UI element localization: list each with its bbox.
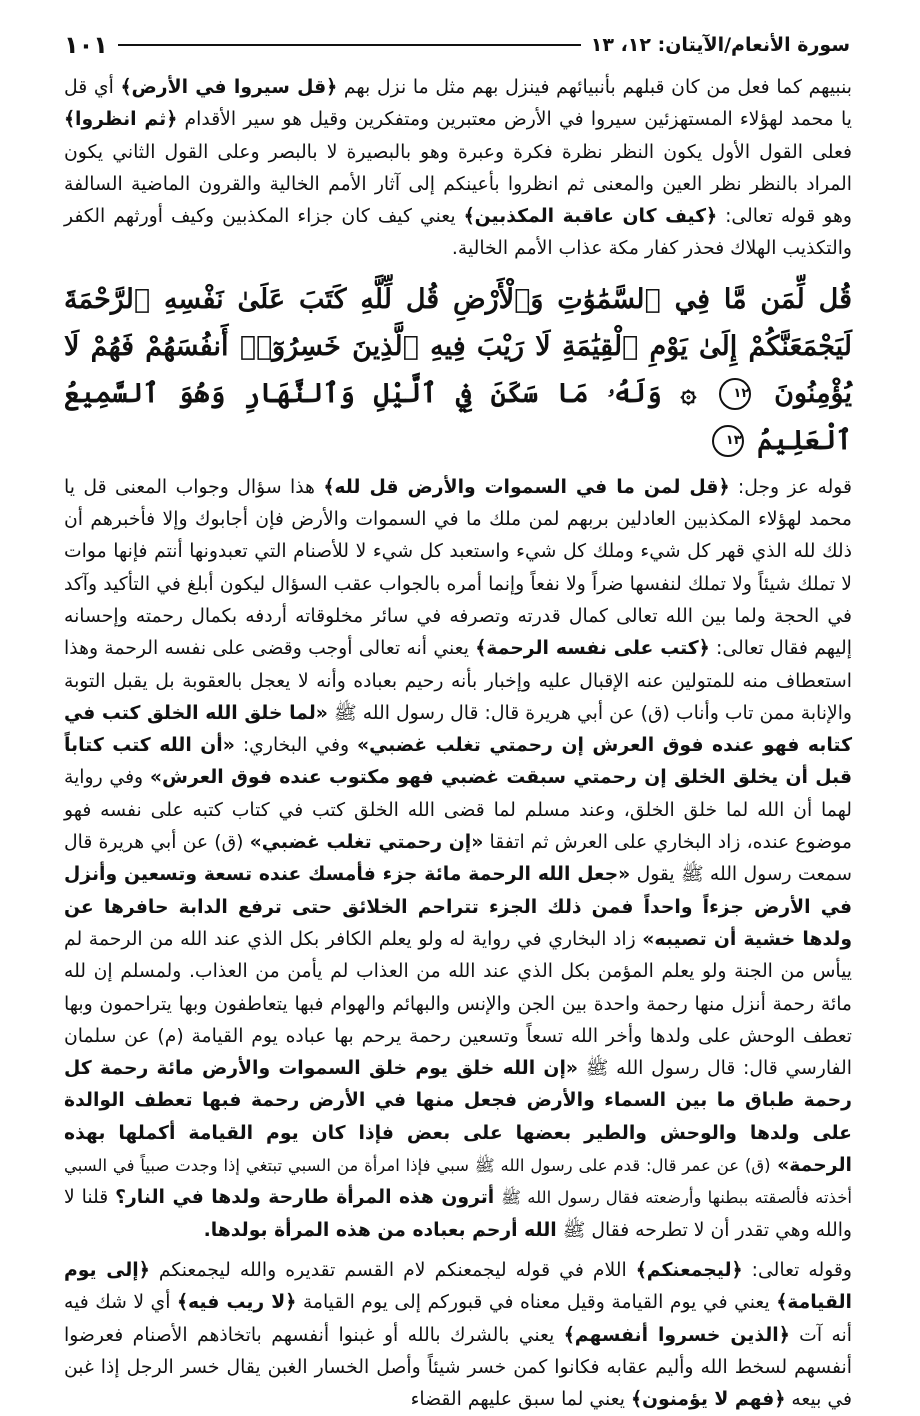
text-span: وفي رواية لهما أن الله لما خلق الخلق، وعند مسلم لما قضى الله الخلق كتب في كتاب كتبه على نفسه فهو موضوع عنده، زاد البخاري على العرش ثم اتفقا — [64, 767, 852, 854]
quran-verses — [64, 276, 852, 464]
text-span: يعني أنه تعالى أوجب وقضى على نفسه الرحمة وهذا استعطاف منه للمتولين عنه الإقبال عليه وإخبار بأنه رحيم بعباده وأنه لا يعجل بالعقوبة بل يقبل التوبة والإنابة ممن تاب وأناب (ق) عن أبي هريرة قال: قال رسول الله ﷺ — [64, 638, 853, 724]
text-span: يعني كيف كان جزاء المكذبين وكيف أورثهم الكفر والتكذيب الهلاك فحذر كفار مكة عذاب الأمم الخالية. — [64, 206, 852, 260]
text-span: هذا سؤال وجواب المعنى قل يا محمد لهؤلاء المكذبين العادلين بربهم لمن ملك ما في السموات والأرض فإن أجابوك وإلا فأخبرهم أن ذلك لله الذي قهر كل شيء وملك كل شيء واستعبد كل شيء لا للأصنام التي تعبدونها أنتم فإنها موات لا تملك شيئاً ولا تملك لنفسها ضراً ولا نفعاً وإنما أمره بالجواب عقب السؤال ليكون أبلغ في التأكيد وآكد في الحجة ولما بين الله تعالى كمال قدرته وتصرفه في سائر مخلوقاته أردفه بكمال رحمته وإحسانه إليهم فقال تعالى: — [64, 476, 852, 660]
hadith-quote: «لما خلق الله الخلق كتب في كتابه فهو عنده فوق العرش إن رحمتي تغلب غضبي» — [64, 702, 853, 757]
hadith-quote: «أن الله كتب كتاباً قبل أن يخلق الخلق إن رحمتي سبقت غضبي فهو مكتوب عنده فوق العرش» — [64, 735, 852, 789]
hadith-quote: «إن الله خلق يوم خلق السموات والأرض مائة رحمة كل رحمة طباق ما بين السماء والأرض فجعل منها في الأرض رحمة فبها تعطف الوالدة على ولدها والوحش والطير بعضها على بعض فإذا كان يوم القيامة أكملها بهذه الرحمة» — [64, 1058, 852, 1177]
header-rule — [118, 44, 581, 46]
text-span: قلنا لا والله وهي تقدر أن لا تطرحه فقال ﷺ — [64, 1187, 852, 1241]
text-span: أي لا شك فيه أنه آت — [64, 1292, 852, 1346]
text-span: زاد البخاري في رواية له ولو يعلم الكافر بكل الذي عند الله من الرحمة لم ييأس من الجنة ولو يعلم المؤمن بكل الذي عند الله من العذاب لم يأمن من العذاب. ولمسلم إن لله مائة رحمة أنزل منها رحمة واحدة بين الجن والإنس والبهائم والهوام فبها يتعاطفون وبها يتراحمون وبها تعطف الوحش على ولدها وأخر الله تسعاً وتسعين رحمة يرحم بها عباده يوم القيامة (م) عن سلمان الفارسي قال: قال رسول الله ﷺ — [64, 928, 852, 1080]
commentary-paragraph-2 — [64, 1255, 852, 1416]
intro-paragraph — [64, 72, 852, 266]
text-span: بنبيهم كما فعل من كان قبلهم بأنبيائهم فينزل بهم مثل ما نزل بهم — [343, 77, 852, 98]
hadith-quote: «جعل الله الرحمة مائة جزء فأمسك عنده تسعة وتسعين وأنزل في الأرض جزءاً واحداً فمن ذلك الجزء تتراحم الخلائق حتى ترفع الدابة حافرها عن ولدها خشية أن تصيبه» — [64, 864, 852, 950]
quran-quote: ﴿كتب على نفسه الرحمة﴾ — [475, 638, 710, 660]
text-span: (ق) عن أبي هريرة قال سمعت رسول الله ﷺ يقول — [64, 832, 852, 886]
quran-quote: ﴿قل لمن ما في السموات والأرض قل لله﴾ — [323, 476, 730, 498]
text-span: (ق) عن عمر قال: قدم على رسول الله ﷺ سبي فإذا امرأة من السبي تبتغي إذا وجدت صبياً في السبي أخذته فألصقته ببطنها وأرضعته فقال رسول الله ﷺ — [64, 1156, 852, 1208]
quran-quote: ﴿فهم لا يؤمنون﴾ — [630, 1389, 786, 1411]
text-span: يعني بالشرك بالله أو غبنوا أنفسهم باتخاذهم الأصنام فعرضوا أنفسهم لسخط الله وأليم عقابه فكانوا كمن خسر شيئاً وأصل الخسار الغبن يقال خسر الرجل إذا غبن في بيعه — [64, 1324, 852, 1411]
page-header — [64, 30, 850, 60]
quran-quote: ﴿لا ريب فيه﴾ — [177, 1292, 297, 1314]
text-span: يعني لما سبق عليهم القضاء — [410, 1389, 625, 1411]
quran-quote: ﴿ثم انظروا﴾ — [64, 109, 178, 131]
ayah-number-13: ١٣ — [712, 425, 744, 457]
verse-13: ۞ وَلَهُۥ مَا سَكَنَ فِي ٱلَّيْلِ وَٱلنَّهَارِ وَهُوَ ٱلسَّمِيعُ ٱلْعَلِيمُ — [64, 377, 852, 456]
text-span: اللام في قوله ليجمعنكم لام القسم تقديره والله ليجمعنكم — [158, 1259, 627, 1281]
text-span: يعني في يوم القيامة وقيل معناه في قبوركم إلى يوم القيامة — [302, 1292, 770, 1314]
hadith-quote: «إن رحمتي تغلب غضبي» — [249, 832, 484, 854]
ayah-number-12: ١٢ — [719, 378, 751, 410]
commentary-paragraph-1 — [64, 472, 852, 1247]
paragraph-gap — [64, 1247, 852, 1255]
quran-quote: ﴿الذين خسروا أنفسهم﴾ — [563, 1324, 790, 1346]
quran-quote: ﴿ليجمعنكم﴾ — [635, 1259, 743, 1281]
text-span: قوله عز وجل: — [737, 476, 852, 498]
page-body — [64, 72, 852, 1416]
running-title: سورة الأنعام/الآيتان: ١٢، ١٣ — [590, 34, 850, 56]
text-span: أي قل يا محمد لهؤلاء المستهزئين سيروا في الأرض معتبرين ومتفكرين وقيل هو سير الأقدام — [64, 77, 852, 131]
hadith-quote: أترون هذه المرأة طارحة ولدها في النار؟ — [115, 1187, 495, 1209]
page-number: ١٠١ — [64, 31, 108, 59]
quran-quote: ﴿إلى يوم القيامة﴾ — [64, 1259, 852, 1314]
hadith-quote: الله أرحم بعباده من هذه المرأة بولدها. — [203, 1219, 557, 1241]
text-span: وفي البخاري: — [242, 735, 350, 757]
text-span: وقوله تعالى: — [751, 1259, 852, 1281]
verse-12: قُل لِّمَن مَّا فِي ٱلسَّمَٰوَٰتِ وَٱلْأَرْضِ قُل لِّلَّهِ كَتَبَ عَلَىٰ نَفْسِهِ ٱلرَّحْمَةَ لَيَجْمَعَنَّكُمْ إِلَىٰ يَوْمِ ٱلْقِيَٰمَةِ لَا رَيْبَ فِيهِ ٱلَّذِينَ خَسِرُوٓا۟ أَنفُسَهُمْ فَهُمْ لَا يُؤْمِنُونَ — [64, 283, 853, 409]
quran-quote: ﴿قل سيروا في الأرض﴾ — [120, 77, 338, 98]
quran-quote: ﴿كيف كان عاقبة المكذبين﴾ — [463, 206, 718, 228]
text-span: فعلى القول الأول يكون النظر نظرة فكرة وعبرة وهو بالبصيرة لا بالبصر وعلى القول الثاني يكون المراد بالنظر نظر العين والمعنى ثم انظروا بأعينكم إلى آثار الأمم الخالية والقرون الماضية السالفة وهو قوله تعالى: — [64, 141, 852, 228]
